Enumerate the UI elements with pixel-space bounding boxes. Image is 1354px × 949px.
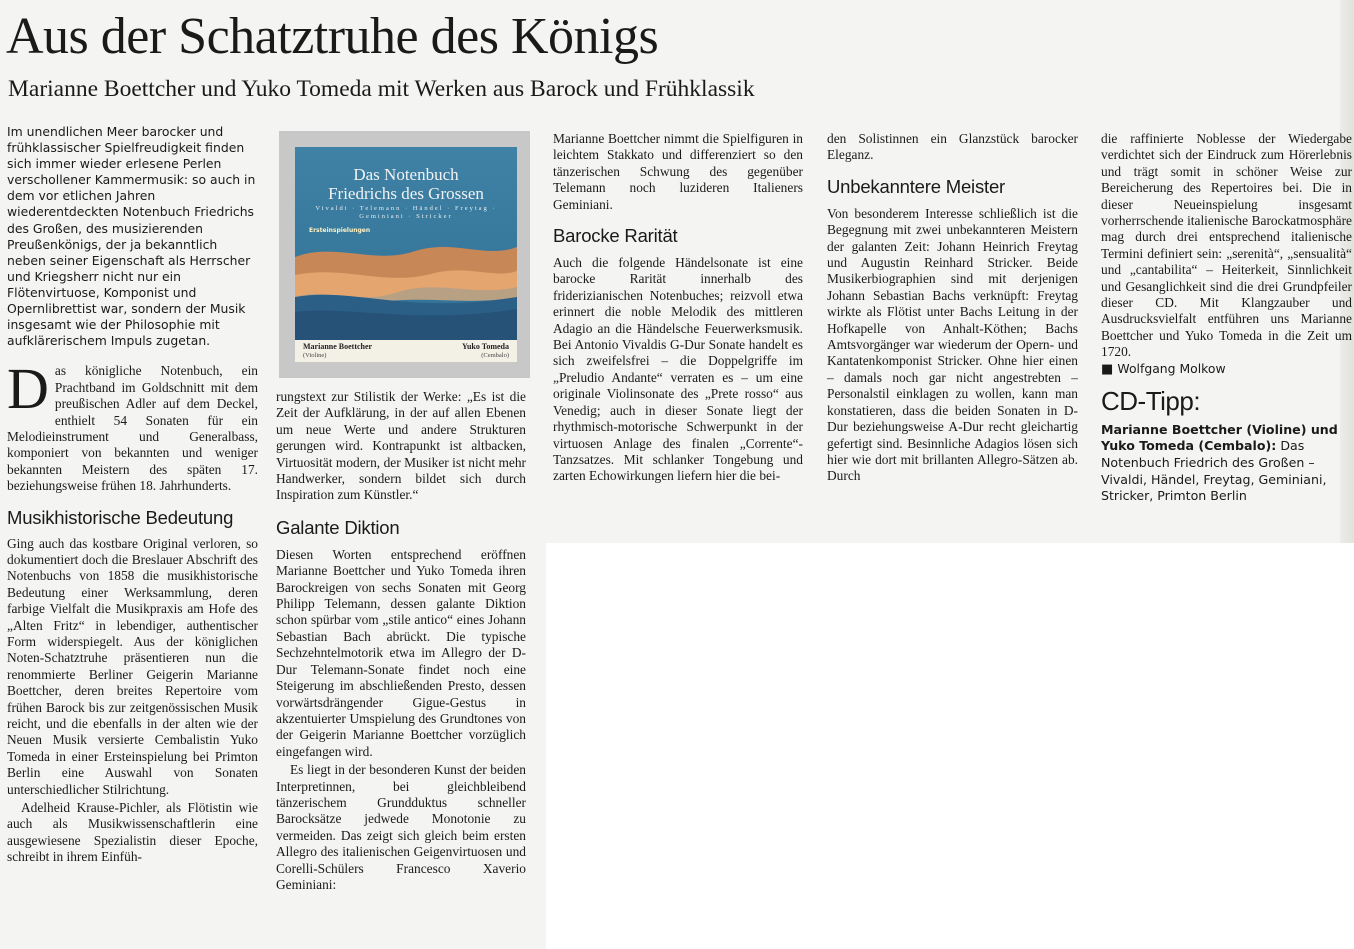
paragraph-col4-continued: den Solistinnen ein Glanzstück barocker Eleganz. <box>827 131 1078 163</box>
article-headline: Aus der Schatztruhe des Königs <box>6 8 659 65</box>
paragraph-col3-continued: Marianne Boettcher nimmt die Spielfiguren in leichtem Stakkato und differenziert so den tänzerischen Schwung des gegenüber Telemann noch luzideren Italieners Geminiani. <box>553 131 803 212</box>
album-cover-image <box>279 131 530 378</box>
heading-unbekanntere-meister: Unbekanntere Meister <box>827 175 1006 197</box>
column-2 <box>276 389 526 893</box>
paragraph-musik-2: Adelheid Krause-Pichler, als Flötistin wie auch als Musikwissenschaftlerin eine ausgewiesene Spezialistin dieser Epoche, schreibt in ihrem Einfüh- <box>7 800 258 865</box>
album-cover <box>295 147 517 362</box>
heading-musikhistorische-bedeutung: Musikhistorische Bedeutung <box>7 506 234 528</box>
cd-tipp-text <box>1101 422 1352 505</box>
cover-artist-1: Marianne Boettcher <box>303 342 373 351</box>
paragraph-barock: Auch die folgende Händelsonate ist eine barocke Rarität innerhalb des friderizianischen Notenbuches; reizvoll etwa erinnert die noble Melodik des mittleren Adagio an die Händelsche Feuerwerksmusik. Bei Antonio Vivaldis G-Dur Sonate handelt es sich zweifelsfrei – die Doppelgriffe im „Preludio Andante“ verraten es – um eine originale Violinsonate des „Prete rosso“ aus Venedig; auch in dieser Sonate liegt der rhythmisch-motorische Schwerpunkt in der virtuosen Anlage des finalen „Corrente“-Tanzsatzes. Mit schlanker Tongebung und zarten Echowirkungen liefern hier die bei- <box>553 255 803 484</box>
drop-cap: D <box>7 356 49 422</box>
cd-tipp-heading: CD-Tipp: <box>1101 385 1201 416</box>
column-5 <box>1101 131 1352 505</box>
cover-artist-2: Yuko Tomeda <box>461 342 509 351</box>
blank-area <box>546 543 1354 949</box>
cd-tipp-details: Das Notenbuch Friedrich des Großen – Vivaldi, Händel, Freytag, Geminiani, Stricker, Primton Berlin <box>1101 438 1327 504</box>
cover-composers: Vivaldi · Telemann · Händel · Freytag · Geminiani · Stricker <box>315 205 497 220</box>
paragraph-musik-1: Ging auch das kostbare Original verloren, so dokumentiert doch die Breslauer Abschrift des Notenbuchs von 1858 die musikhistorische Bedeutung einer Werksammlung, deren farbige Vielfalt die Musikpraxis am Hofe des „Alten Fritz“ in lebendiger, authentischer Form widerspiegelt. Aus der königlichen Noten-Schatztruhe präsentieren nun die renommierte Berliner Geigerin Marianne Boettcher, deren breites Repertoire vom frühen Barock bis zur zeitgenössischen Musik reicht, und die ebenfalls in der alten wie der Neuen Musik versierte Cembalistin Yuko Tomeda in einer Ersteinspielung bei Primton Berlin eine Auswahl von Sonaten unterschiedlicher Stilrichtung. <box>7 535 258 797</box>
column-1 <box>7 124 258 866</box>
column-3 <box>553 131 803 485</box>
heading-galante-diktion: Galante Diktion <box>276 516 400 538</box>
cd-tipp-artists: Marianne Boettcher (Violine) und Yuko Tomeda (Cembalo): <box>1101 421 1338 454</box>
square-bullet-icon: ■ <box>1101 361 1118 377</box>
paragraph-galant-2: Es liegt in der besonderen Kunst der beiden Interpretinnen, bei gleichbleibend tänzerischem Grundduktus schneller Barocksätze jedwede Monotonie zu vermeiden. Das zeigt sich gleich beim ersten Allegro des italienischen Geigenvirtuosen und Corelli-Schülers Francesco Xaverio Geminiani: <box>276 762 526 892</box>
paragraph-galant-1: Diesen Worten entsprechend eröffnen Marianne Boettcher und Yuko Tomeda ihren Barockreigen von sechs Sonaten mit Georg Philipp Telemann, dessen galante Diktion schon spürbar vom „stile antico“ eines Johann Sebastian Bach abrückt. Die typische Sechzehntelmotorik etwa im Allegro der D-Dur Telemann-Sonate findet noch eine Steigerung im abschließenden Presto, dessen vorwärtsdrängender Gigue-Gestus in akzentuierter Umspielung des Grundtones von der Geigerin Marianne Boettcher vorzüglich eingefangen wird. <box>276 546 526 759</box>
paragraph-1: Das königliche Notenbuch, ein Prachtband im Goldschnitt mit dem preußischen Adler auf dem Deckel, enthielt 54 Sonaten für ein Melodieinstrument und Generalbass, komponiert von bekannten und weniger bekannten Meistern des späten 17. beziehungsweise frühen 18. Jahrhunderts. <box>7 356 258 494</box>
cover-artist-1-role: (Violine) <box>303 352 327 359</box>
heading-barocke-raritaet: Barocke Rarität <box>553 225 678 247</box>
cover-subtitle: Ersteinspielungen <box>309 227 371 234</box>
article-subheadline: Marianne Boettcher und Yuko Tomeda mit Werken aus Barock und Frühklassik <box>8 76 755 102</box>
cover-artist-bar <box>295 340 517 362</box>
column-4 <box>827 131 1078 485</box>
paragraph-col5-continued: die raffinierte Noblesse der Wiedergabe verdichtet sich der Eindruck zum Hörerlebnis und trägt somit in schöner Weise zur Bereicherung des Repertoires bei. Die in dieser Neueinspielung insgesamt vorherrschende italienische Barockatmosphäre mag durch drei entsprechend italienische Termini definiert sein: „serenità“, „sensualità“ und „cantabilita“ – Heiterkeit, Sinnlichkeit und Gesanglichkeit sind die drei Grundpfeiler dieser CD. Mit Klangzauber und Ausdrucksvielfalt entführen uns Marianne Boettcher und Yuko Tomeda in die Zeit um 1720. <box>1101 131 1352 360</box>
cover-title: Das Notenbuch Friedrichs des Grossen <box>328 165 484 203</box>
paragraph-col2-continued: rungstext zur Stilistik der Werke: „Es ist die Zeit der Aufklärung, in der auf allen Ebenen um neue Werte und andere Strukturen gerungen wird. Kontrapunkt ist altbacken, Virtuosität modern, der Musiker ist nicht mehr Handwerker, sondern bildet sich durch Inspiration zum Künstler.“ <box>276 389 526 503</box>
paragraph-meister: Von besonderem Interesse schließlich ist die Begegnung mit zwei unbekannteren Meistern der galanten Zeit: Johann Heinrich Freytag und Augustin Reinhard Stricker. Beide Musikerbiographien sind mit derjenigen Johann Sebastian Bachs verknüpft: Freytag wirkte als Flötist unter Bachs Leitung in der Hofkapelle von Anhalt-Köthen; Bachs Amtsvorgänger war wiederum der Opern- und Kantatenkomponist Stricker. Ohne hier einen – damals noch gar nicht angestrebten – Personalstil einklagen zu wollen, kann man konstatieren, dass die beiden Sonaten in D-Dur beziehungsweise A-Dur recht gleichartig gefertigt sind. Besinnliche Adagios lösen sich hier wie dort mit brillanten Allegro-Sätzen ab. Durch <box>827 205 1078 484</box>
intro-paragraph: Im unendlichen Meer barocker und frühklassischer Spielfreudigkeit finden sich immer wieder erlesene Perlen verschollener Kammermusik: so auch in dem vor etlichen Jahren wiederentdeckten Notenbuch Friedrichs des Großen, des musizierenden Preußenkönigs, der ja bekanntlich neben seiner Eigenschaft als Herrscher und Kriegsherr nicht nur ein Flötenvirtuose, Komponist und Opernlibrettist war, sondern der Musik insgesamt wie der Philosophie mit aufklärerischem Impuls zugetan. <box>7 124 256 349</box>
cover-artist-2-role: (Cembalo) <box>481 352 509 359</box>
author-line: ■ Wolfgang Molkow <box>1101 360 1226 377</box>
